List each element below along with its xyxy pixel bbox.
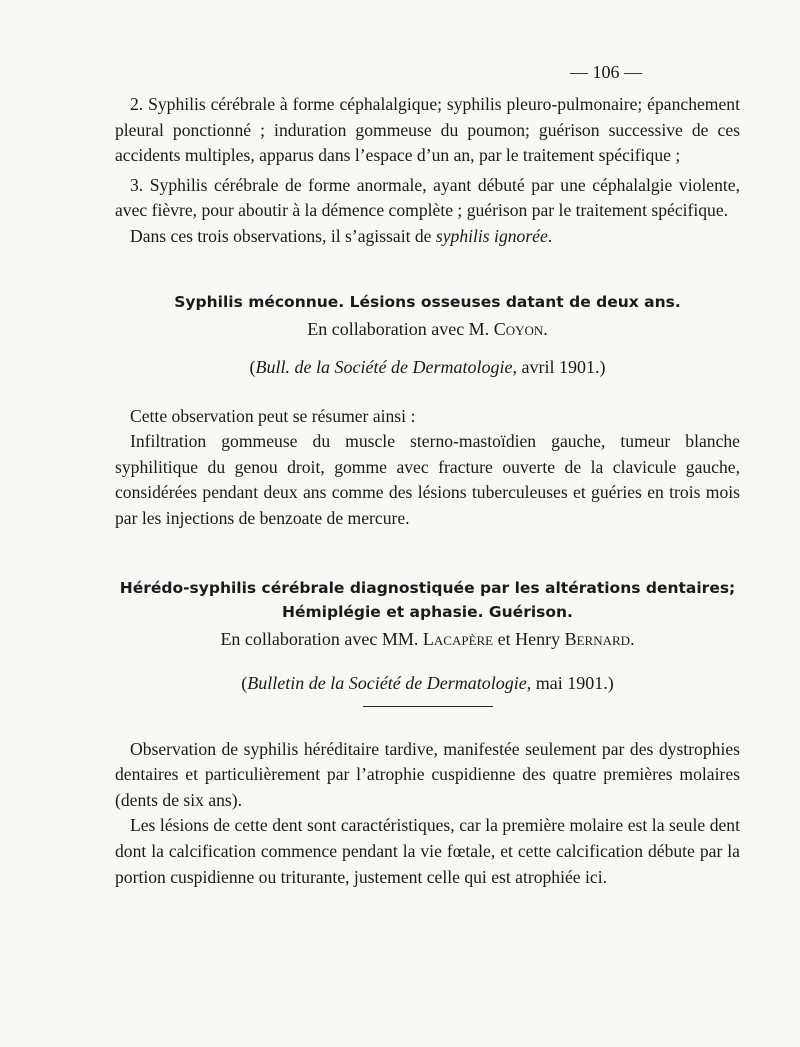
collab-prefix: En collaboration avec MM. [220, 628, 423, 649]
list-item-number: 3. [130, 174, 144, 195]
bibliographic-reference [115, 352, 740, 382]
collaboration-line [115, 624, 740, 654]
collab-suffix: . [543, 318, 548, 339]
collaborator-name: Coyon [493, 318, 544, 339]
list-item-text: Syphilis cérébrale de forme anormale, ayant débuté par une céphalalgie violente, avec fièvre, pour aboutir à la démence complète ; guérison par le traitement spécifique. [115, 174, 740, 221]
collab-mid: et Henry [493, 628, 565, 649]
summary-suffix: . [547, 225, 553, 246]
collaboration-line [115, 314, 740, 344]
page-number: — 106 — [570, 62, 642, 82]
collab-prefix: En collaboration avec M. [307, 318, 494, 339]
collab-suffix: . [630, 628, 635, 649]
list-item-3 [115, 173, 740, 224]
list-item-text: Syphilis cérébrale à forme céphalalgique; syphilis pleuro-pulmonaire; épanchement pleural ponctionné ; induration gommeuse du poumon; guérison successive de ces accidents multiples, apparus dans l’espace d’un an, par le traitement spécifique ; [115, 94, 740, 166]
collaborator-name: Bernard [564, 628, 631, 649]
ref-date: , mai 1901.) [526, 672, 614, 693]
section-title-line-2: Hémiplégie et aphasie. Guérison. [282, 602, 573, 621]
summary-emphasis: syphilis ignorée [435, 225, 548, 246]
list-item-2 [115, 92, 740, 169]
section-title-line-1: Hérédo-syphilis cérébrale diagnostiquée par les altérations dentaires; [119, 578, 736, 597]
journal-title: Bulletin de la Société de Dermatologie [247, 672, 527, 693]
ref-date: , avril 1901.) [512, 356, 606, 377]
bibliographic-reference [115, 668, 740, 698]
section-title: Syphilis méconnue. Lésions osseuses datant de deux ans. [174, 292, 681, 311]
section-syphilis-meconnue [115, 290, 740, 532]
journal-title: Bull. de la Société de Dermatologie [255, 356, 513, 377]
list-item-number: 2. [130, 94, 144, 114]
summary-paragraph [115, 224, 740, 250]
body-paragraph: Observation de syphilis héréditaire tardive, manifestée seulement par des dystrophies dentaires et particulièrement par l’atrophie cuspidienne des quatre premières molaires (dents de six ans). [115, 738, 740, 810]
body-paragraph: Les lésions de cette dent sont caractéristiques, car la première molaire est la seule dent dont la calcification commence pendant la vie fœtale, et cette calcification débute par la portion cuspidienne ou triturante, justement celle qui est atrophiée ici. [115, 815, 740, 887]
section-heredo-syphilis [115, 576, 740, 891]
page-content [115, 58, 740, 890]
body-paragraph: Cette observation peut se résumer ainsi : [130, 405, 416, 426]
body-paragraph: Infiltration gommeuse du muscle sterno-mastoïdien gauche, tumeur blanche syphilitique du genou droit, gomme avec fracture ouverte de la clavicule gauche, considérées pendant deux ans comme des lésions tuberculeuses et guéries en trois mois par les injections de benzoate de mercure. [115, 431, 740, 528]
ref-open: ( [241, 672, 248, 693]
summary-text: Dans ces trois observations, il s’agissait de [130, 225, 436, 246]
collaborator-name: Lacapère [422, 628, 494, 649]
ref-open: ( [249, 356, 256, 377]
